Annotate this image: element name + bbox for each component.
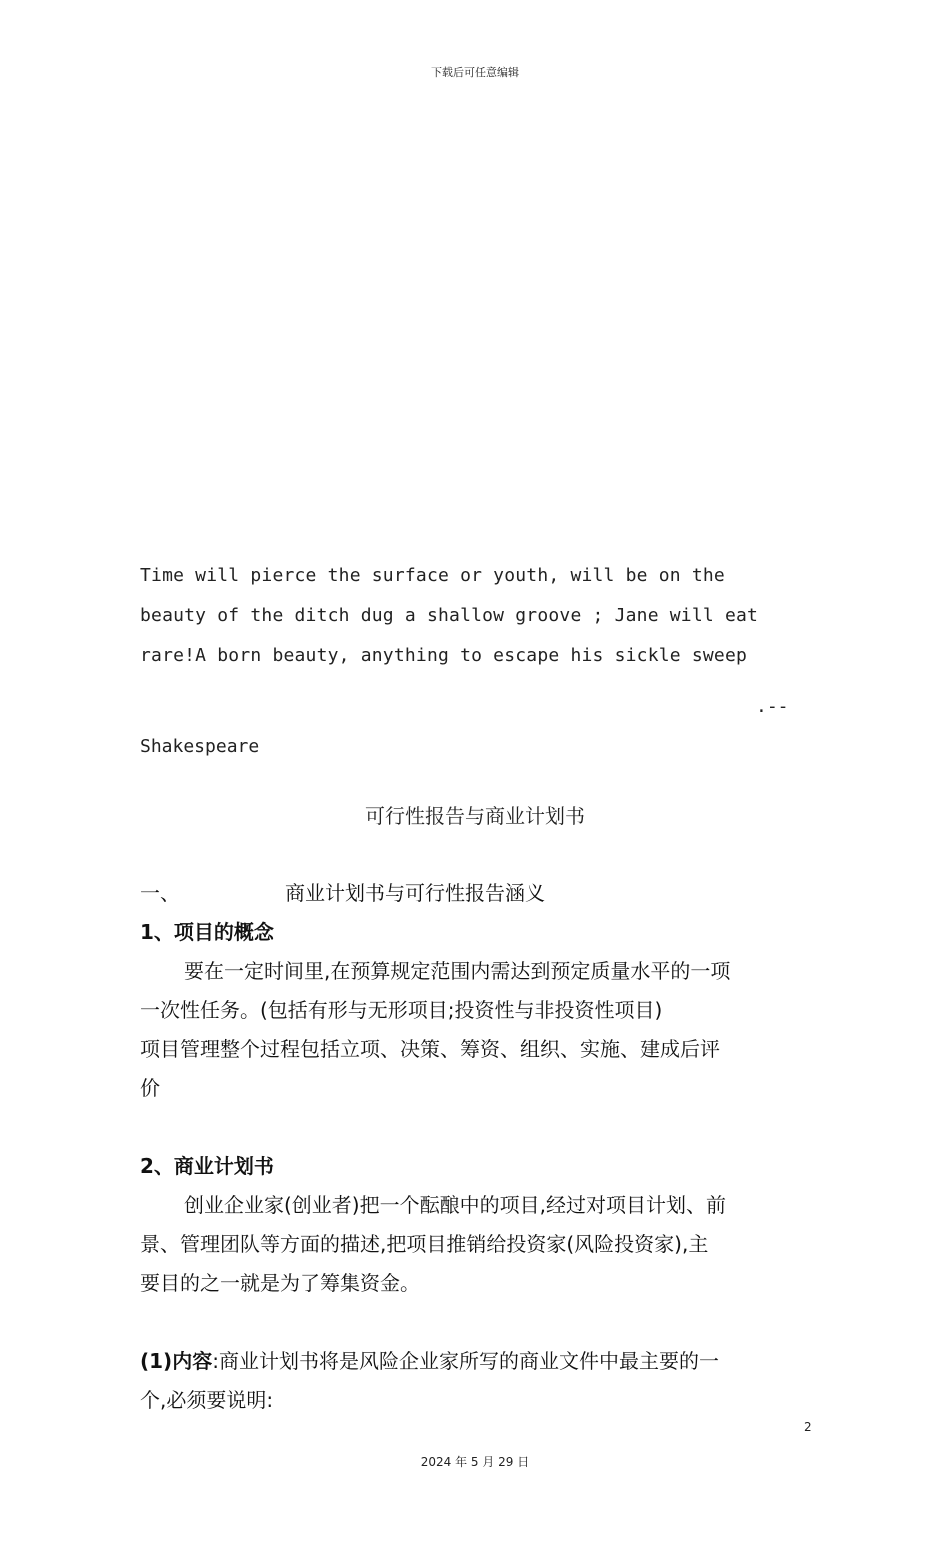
page-header: 下载后可任意编辑 (431, 66, 519, 79)
quote-author: Shakespeare (140, 736, 260, 757)
quote-attribution-dash: .-- (756, 696, 789, 717)
section-title: 商业计划书与可行性报告涵义 (285, 881, 545, 905)
content-label: (1)内容 (140, 1349, 213, 1373)
quote-line: Time will pierce the surface or youth, will be on the (140, 565, 725, 586)
page-footer-date: 2024 年 5 月 29 日 (420, 1455, 530, 1469)
epigraph-quote (140, 556, 820, 676)
section-heading (140, 874, 810, 913)
item-1-heading: 1、项目的概念 (140, 920, 274, 944)
blank-line (140, 1108, 810, 1147)
paragraph-line: 景、管理团队等方面的描述,把项目推销给投资家(风险投资家),主 (140, 1232, 709, 1256)
paragraph-line: 创业企业家(创业者)把一个酝酿中的项目,经过对项目计划、前 (184, 1193, 726, 1217)
item-2-heading: 2、商业计划书 (140, 1154, 274, 1178)
paragraph-line: 项目管理整个过程包括立项、决策、筹资、组织、实施、建成后评 (140, 1037, 720, 1061)
paragraph-line: 一次性任务。(包括有形与无形项目;投资性与非投资性项目) (140, 998, 663, 1022)
content-paragraph (140, 1342, 810, 1381)
page-number: 2 (804, 1420, 812, 1434)
paragraph-line: 个,必须要说明: (140, 1388, 274, 1412)
section-1 (140, 874, 810, 1420)
paragraph-line: 要在一定时间里,在预算规定范围内需达到预定质量水平的一项 (184, 959, 731, 983)
blank-line (140, 1303, 810, 1342)
paragraph-line: 要目的之一就是为了筹集资金。 (140, 1271, 420, 1295)
quote-line: beauty of the ditch dug a shallow groove ; Jane will eat (140, 605, 759, 626)
quote-line: rare!A born beauty, anything to escape his sickle sweep (140, 645, 748, 666)
paragraph-line: 价 (140, 1076, 160, 1100)
content-text: :商业计划书将是风险企业家所写的商业文件中最主要的一 (212, 1349, 719, 1373)
section-number: 一、 (140, 881, 180, 905)
document-title: 可行性报告与商业计划书 (365, 804, 585, 828)
